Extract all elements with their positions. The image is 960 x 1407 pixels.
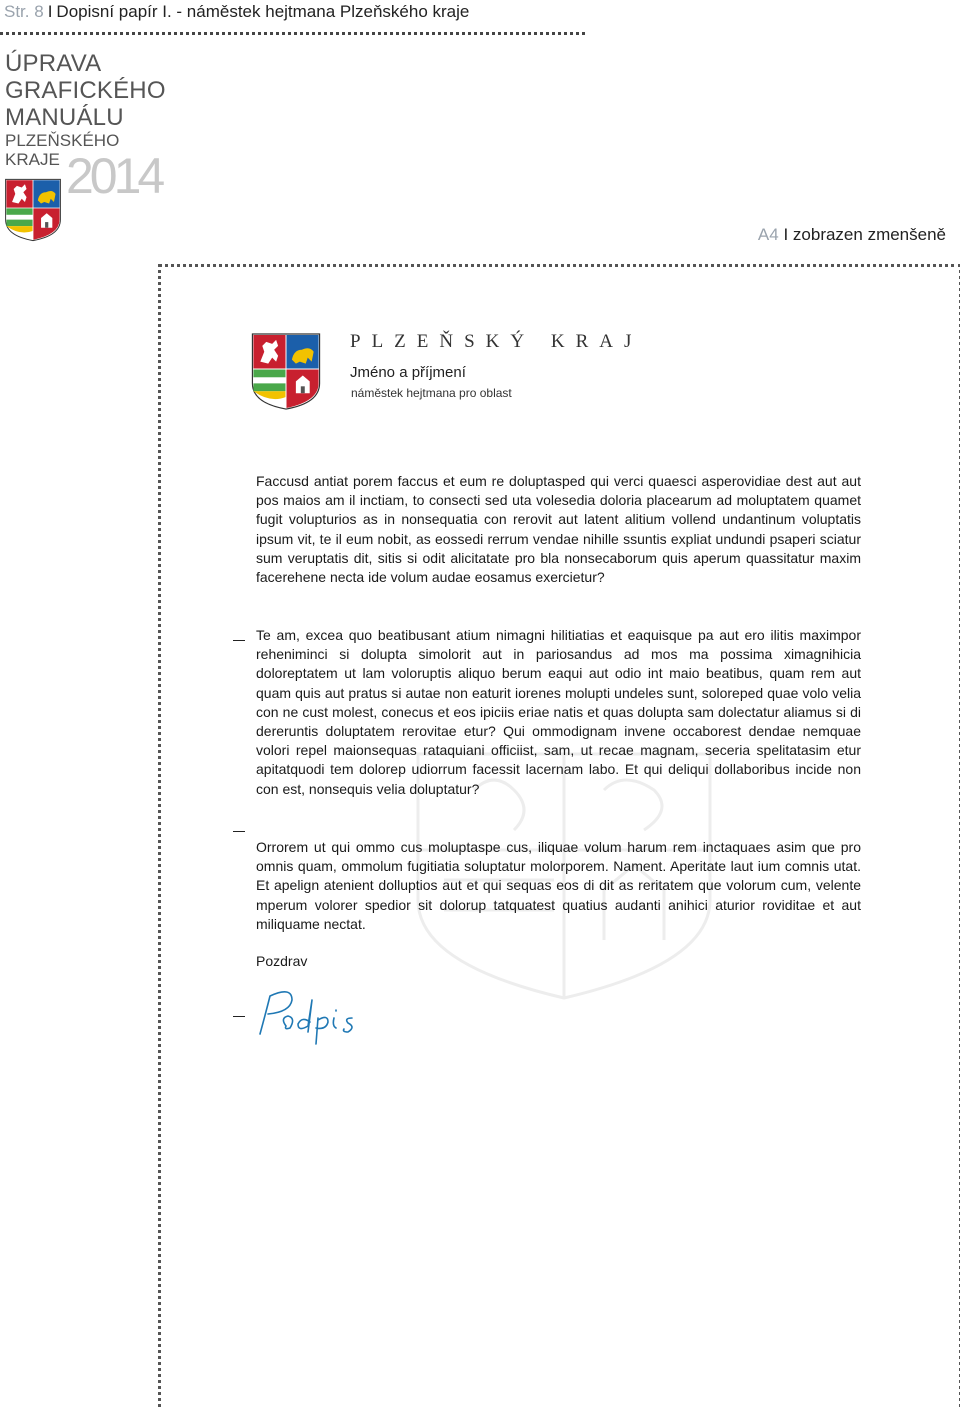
manual-title-line-1: ÚPRAVA: [5, 50, 102, 77]
fold-mark: [233, 640, 245, 641]
header-dotted-rule: [0, 32, 585, 35]
page-number: Str. 8: [4, 2, 44, 21]
letter-paragraph-3: Orrorem ut qui ommo cus moluptaspe cus, iliquae volum harum rem inctaquaes asim que pro omnis quam, ommolum fugitiatia soluptatur molorporem. Nament. Aperitate laut ium comnis utat. Et apelign atenient dolluptios aut et qui sequas eos di dit as reritatem que volorum cum, velente mperum volorer spedior sit dolorup tatquatest quatius audanti anihici aturior roviditae et aut miliquame nectat.: [256, 839, 861, 932]
coat-of-arms-icon: [4, 176, 62, 244]
format-label: A4: [757, 225, 779, 244]
manual-title-line-5: KRAJE: [5, 150, 60, 169]
page-header: [4, 0, 469, 26]
manual-year: 2014: [66, 148, 162, 204]
manual-title-line-4: PLZEŇSKÉHO: [5, 131, 120, 150]
letterhead-role: náměstek hejtmana pro oblast: [351, 386, 512, 400]
format-text: zobrazen zmenšeně: [792, 225, 946, 244]
letterhead-person-name: Jméno a příjmení: [350, 364, 466, 381]
letter-greeting: Pozdrav: [256, 953, 308, 969]
letterhead-coat-of-arms-icon: [250, 332, 322, 411]
fold-mark: [233, 1016, 245, 1017]
letter-paragraph-2: Te am, excea quo beatibusant atium nimagni hilitiatias et eaquisque pa aut ero ilitis maximpor reheniminci si dolupta simolorit aut in pariosandus ad mos ma possima ximagnihicia doloreptatem ut lam voloruptis aliquo berum eaqui aut odio int maio beatibus, quam rem aut quam quis aut pratus si autae non eaturit iorenes molupti undeles sunt, soloreped quae volo velia con ne cust molest, conecus et eos ipiciis eriae natis et quas dolupta sam dolectatur aliamus si di dereruntis doluptatem rerovitae etur? Qui ommodignam invene occaborest dendae nemquae volori repel maionsequas rataquiani officiist, sam, ut recae magnam, seceria spelitatasim etur apitatquodi tem dolorep udiorrum facessit lacernam labo. Et qui deliqui dollaboribus incide non con est, nonsequis velia doluptatur?: [256, 627, 861, 797]
manual-title-line-2: GRAFICKÉHO: [5, 77, 166, 104]
letter-paragraph-1: Faccusd antiat porem faccus et eum re doluptasped qui verci quaesci asperovidiae dest aut aut pos maios am il inctiam, to consecti sed uta volesedia doloria placearum ad moluptatem quamet fugit volupturios as in nonsequatia con rerovit aut latent alitium vollend undantinum voluptatis ipsum vit, te il eum nobit, as eossedi rerrum vendae nihille ssuntis expliat undundi psaperi sciatur sum veruptatis dit, sitis si odit alicitatate pro bla nonsecaborum quis aperum quassitatur maxim facerehene necta ide volum audae eosamus exercietur?: [256, 473, 861, 586]
header-separator: I: [47, 2, 53, 21]
page-title: Dopisní papír I. - náměstek hejtmana Plzeňského kraje: [56, 2, 470, 21]
letterhead-organization: PLZEŇSKÝ KRAJ: [350, 331, 643, 352]
signature-image: [252, 982, 382, 1052]
format-separator: I: [783, 225, 789, 244]
format-note: [758, 224, 946, 246]
manual-title-line-3: MANUÁLU: [5, 104, 124, 131]
fold-mark: [233, 831, 245, 832]
